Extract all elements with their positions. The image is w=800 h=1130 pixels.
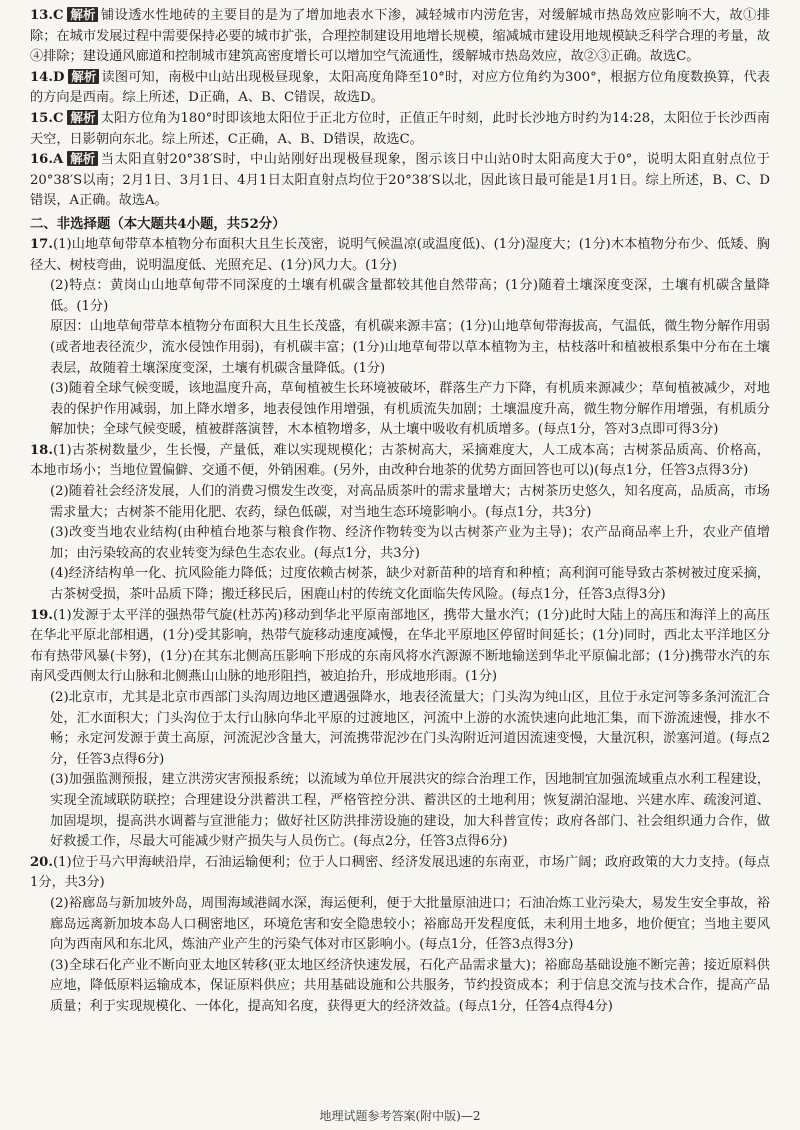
analysis-tag: 解析 [67, 151, 98, 166]
answer-item-20 [30, 853, 770, 894]
item-20-part-2: (2)裕廊岛与新加坡外岛，周围海域港阔水深，海运便利，便于大批量原油进口；石油冶炼工业污染大，易发生安全事故，裕廊岛远离新加坡本岛人口稠密地区，环境危害和安全隐患较小；裕廊岛开发程度低，未利用土地多，地价便宜；当地主要风向为西南风和东北风，炼油产业产生的污染气体对市区影响小。(每点1分，任答3点得3分) [50, 895, 770, 953]
item-answer: C [52, 8, 64, 23]
item-text: 太阳方位角为180°时即该地太阳位于正北方位时，正值正午时刻，此时长沙地方时约为14:28，太阳位于长沙西南天空，日影朝向东北。综上所述，C正确，A、B、D错误，故选C。 [30, 110, 770, 147]
item-text: 铺设透水性地砖的主要目的是为了增加地表水下渗，减轻城市内涝危害，对缓解城市热岛效应影响不大，故①排除；在城市发展过程中需要保持必要的城市扩张，合理控制建设用地增长规模，缩减城市建设用地规模缺乏科学合理的考量，故④排除；建设通风廊道和控制城市建筑高密度增长可以增加空气流通性，缓解城市热岛效应，故②③正确。故选C。 [30, 8, 770, 65]
item-answer: D [52, 69, 65, 85]
answer-item-19 [30, 606, 770, 688]
item-number: 17. [30, 236, 53, 252]
item-number: 16. [30, 152, 53, 168]
item-19-part-3: (3)加强监测预报，建立洪涝灾害预报系统；以流域为单位开展洪灾的综合治理工作，因地制宜加强流域重点水利工程建设，实现全流域联防联控；合理建设分洪蓄洪工程，严格管控分洪、蓄洪区的土地利用；恢复湖泊湿地、兴建水库、疏浚河道、加固堤坝，提高洪水调蓄与宣泄能力；做好社区防洪排涝设施的建设，加大科普宣传；政府各部门、社会组织通力合作，做好救援工作，尽最大可能减少财产损失与人员伤亡。(每点2分，任答3点得6分) [50, 772, 770, 850]
item-17-part-3: (3)随着全球气候变暖，该地温度升高，草甸植被生长环境被破坏，群落生产力下降，有机质来源减少；草甸植被减少，对地表的保护作用减弱，加上降水增多，地表侵蚀作用增强，有机质流失加剧；土壤温度升高，微生物分解作用增强，有机质分解加快；全球气候变暖，植被群落演替，木本植物增多，从土壤中吸收有机质增多。(每点1分，答对3点即可得3分) [50, 381, 770, 438]
item-answer: C [52, 110, 64, 126]
answer-item-13 [30, 6, 770, 68]
analysis-tag: 解析 [67, 7, 98, 22]
item-number: 19. [30, 607, 53, 623]
item-number: 13. [30, 8, 53, 23]
answer-item-18 [30, 441, 770, 482]
page-footer: 地理试题参考答案(附中版)—2 [319, 1109, 481, 1123]
item-text: 读图可知，南极中山站出现极昼现象，太阳高度角降至10°时，对应方位角约为300°，根据方位角度数换算，代表的方向是西南。综上所述，D正确，A、B、C错误，故选D。 [30, 69, 770, 106]
item-text: 当太阳直射20°38′S时，中山站刚好出现极昼现象，图示该日中山站0时太阳高度大于0°，说明太阳直射点位于20°38′S以南；2月1日、3月1日、4月1日太阳直射点均位于20°38′S以北，因此该日最可能是1月1日。综上所述，B、C、D错误，A正确。故选A。 [30, 152, 770, 209]
item-part-1: (1)古茶树数量少，生长慢，产量低，难以实现规模化；古茶树高大，采摘难度大，人工成本高；古树茶品质高、价格高，本地市场小；当地位置偏僻、交通不便，外销困难。(另外，由改种台地茶的优势方面回答也可以)(每点1分，任答3点得3分) [30, 442, 770, 479]
item-number: 15. [30, 110, 53, 126]
answer-item-14 [30, 68, 770, 109]
item-answer: A [52, 152, 64, 168]
section-title: 二、非选择题（本大题共4小题，共52分） [30, 215, 286, 232]
item-17-part-2: (2)特点：黄岗山山地草甸带不同深度的土壤有机碳含量都较其他自然带高；(1分)随着土壤深度变深，土壤有机碳含量降低。(1分) [50, 278, 770, 314]
analysis-tag: 解析 [68, 69, 99, 84]
answer-item-16 [30, 150, 770, 212]
item-number: 20. [30, 854, 53, 870]
answer-item-17 [30, 235, 770, 276]
item-18-part-4: (4)经济结构单一化、抗风险能力降低；过度依赖古树茶，缺少对新苗种的培育和种植；高利润可能导致古茶树被过度采摘，古茶树受损，茶叶品质下降；搬迁移民后，困鹿山村的传统文化面临失传风险。(每点1分，任答3点得3分) [50, 566, 770, 603]
item-18-part-3: (3)改变当地农业结构(由种植台地茶与粮食作物、经济作物转变为以古树茶产业为主导)；农产品商品率上升，农业产值增加；由污染较高的农业转变为绿色生态农业。(每点1分，共3分) [50, 525, 770, 561]
analysis-tag: 解析 [67, 110, 98, 125]
item-18-part-2: (2)随着社会经济发展，人们的消费习惯发生改变，对高品质茶叶的需求量增大；古树茶历史悠久，知名度高，品质高，市场需求量大；古树茶不能用化肥、农药，绿色低碳，对当地生态环境影响小。(每点1分，共3分) [50, 484, 770, 520]
item-19-part-2: (2)北京市，尤其是北京市西部门头沟周边地区遭遇强降水，地表径流量大；门头沟为纯山区，且位于永定河等多条河流汇合处，汇水面积大；门头沟位于太行山脉向华北平原的过渡地区，河流中上游的水流快速向此地汇集，而下游流速慢，排水不畅；永定河发源于黄土高原，河流泥沙含量大，河流携带泥沙在门头沟附近河道因流速变慢，大量沉积，淤塞河道。(每点2分，任答3点得6分) [50, 690, 770, 767]
item-20-part-3: (3)全球石化产业不断向亚太地区转移(亚太地区经济快速发展，石化产品需求量大)；裕廊岛基础设施不断完善；接近原料供应地，降低原料运输成本，保证原料供应；共用基础设施和公共服务，节约投资成本；利于信息交流与技术合作，提高产品质量；利于实现规模化、一体化，提高知名度，获得更大的经济效益。(每点1分，任答4点得4分) [50, 957, 770, 1014]
item-number: 14. [30, 69, 53, 85]
item-number: 18. [30, 442, 53, 458]
item-part-1: (1)发源于太平洋的强热带气旋(杜苏芮)移动到华北平原南部地区，携带大量水汽；(1分)此时大陆上的高压和海洋上的高压在华北平原北部相遇，(1分)受其影响，热带气旋移动速度减慢，在华北平原地区停留时间延长；(1分)同时，西北太平洋地区分布有热带风暴(卡努)，(1分)在其东北侧高压影响下形成的东南风将水汽源源不断地输送到华北平原偏北部；(1分)携带水汽的东南风受西侧太行山脉和北侧燕山山脉的地形阻挡，被迫抬升，形成地形雨。(1分) [30, 607, 770, 685]
answer-item-15 [30, 109, 770, 150]
item-part-1: (1)山地草甸带草本植物分布面积大且生长茂密，说明气候温凉(或温度低)、(1分)湿度大；(1分)木本植物分布少、低矮、胸径大、树枝弯曲，说明温度低、光照充足、(1分)风力大。(1分) [30, 236, 770, 273]
item-part-1: (1)位于马六甲海峡沿岸，石油运输便利；位于人口稠密、经济发展迅速的东南亚，市场广阔；政府政策的大力支持。(每点1分，共3分) [30, 854, 770, 891]
item-17-part-2-reason: 原因：山地草甸带草本植物分布面积大且生长茂盛，有机碳来源丰富；(1分)山地草甸带海拔高，气温低，微生物分解作用弱(或者地表径流少，流水侵蚀作用弱)，有机碳丰富；(1分)山地草甸带以草本植物为主，枯枝落叶和植被根系集中分布在土壤表层，故随着土壤深度变深，土壤有机碳含量降低。(1分) [50, 319, 770, 376]
